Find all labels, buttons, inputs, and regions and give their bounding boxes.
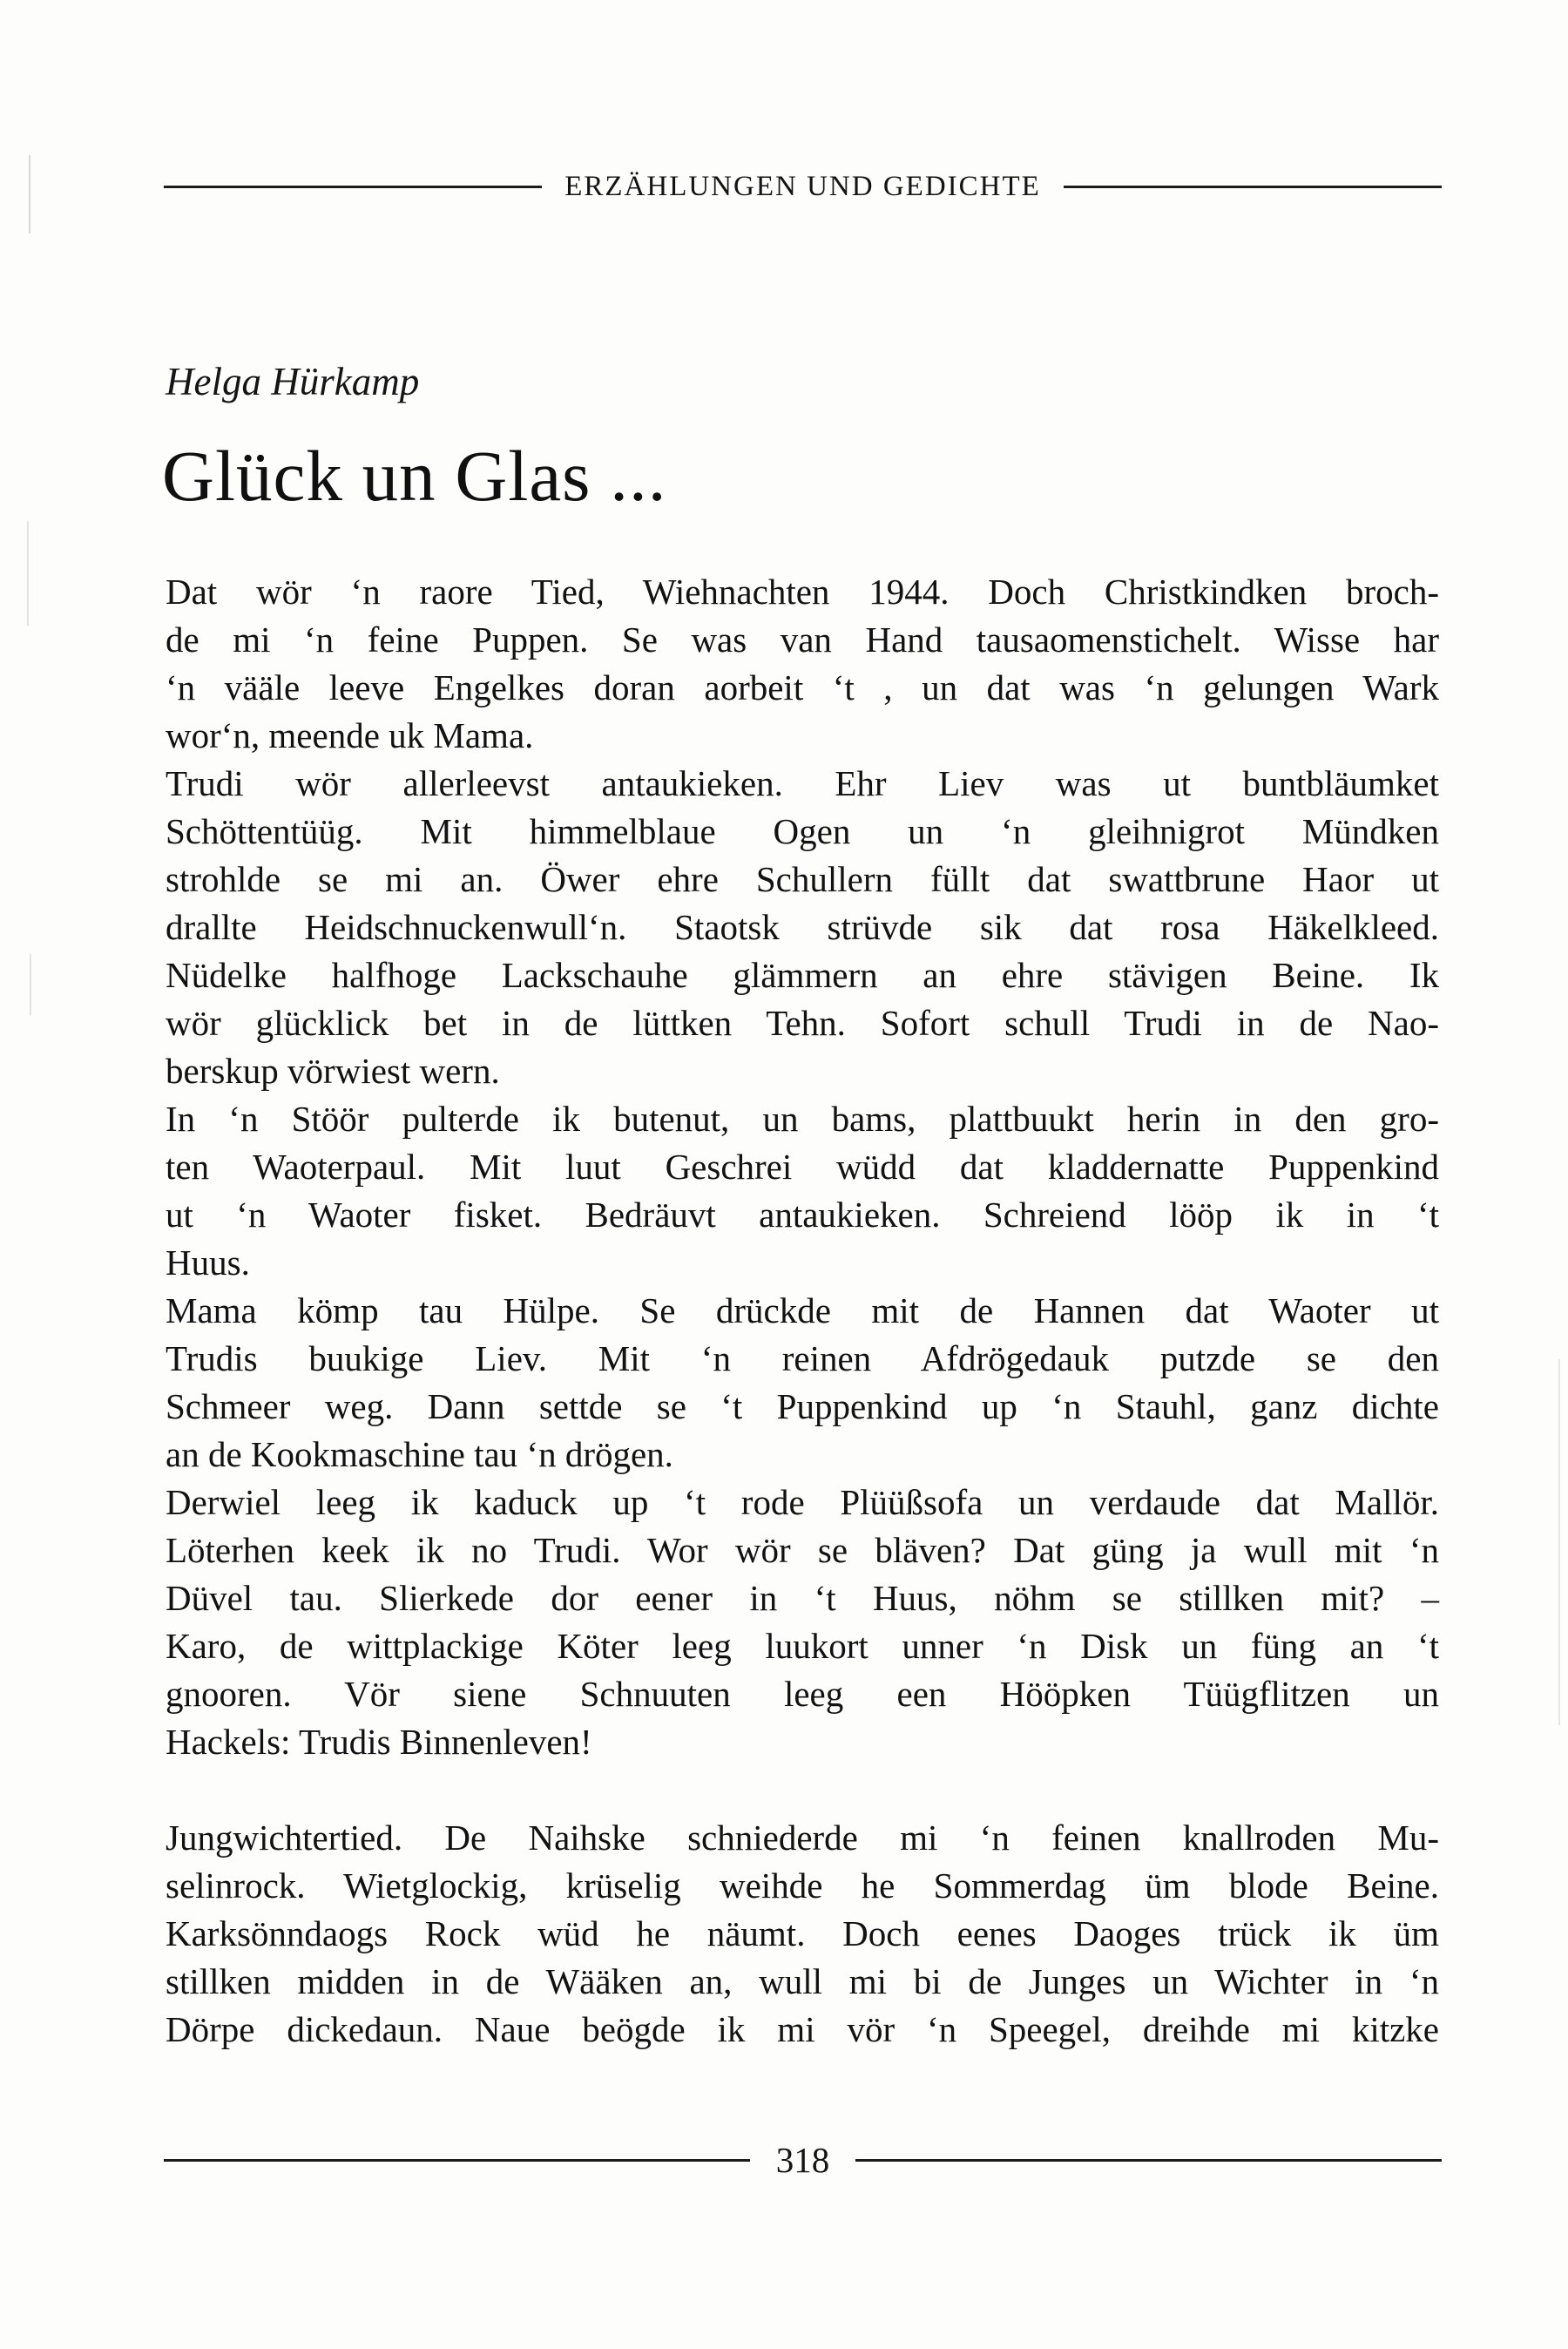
paragraph: [166, 568, 1439, 760]
text-line: Dat wör ‘n raore Tied, Wiehnachten 1944. Doch Christkindken broch-: [166, 572, 1439, 612]
scan-artifact: [27, 521, 29, 626]
paragraph: [166, 1095, 1439, 1287]
header-rule-right: [1064, 186, 1442, 188]
text-line: Hackels: Trudis Binnenleven!: [166, 1722, 592, 1762]
text-line: Karo, de wittplackige Köter leeg luukort unner ‘n Disk un füng an ‘t: [166, 1626, 1439, 1666]
text-line: berskup vörwiest wern.: [166, 1051, 500, 1091]
text-line: Trudi wör allerleevst antaukieken. Ehr Liev was ut buntbläumket: [166, 763, 1439, 803]
paragraph: [166, 1814, 1439, 2054]
text-line: In ‘n Stöör pulterde ik butenut, un bams, plattbuukt herin in den gro-: [166, 1099, 1439, 1139]
text-line: Löterhen keek ik no Trudi. Wor wör se bläven? Dat güng ja wull mit ‘n: [166, 1530, 1439, 1570]
text-line: Schöttentüüg. Mit himmelblaue Ogen un ‘n gleihnigrot Mündken: [166, 811, 1439, 851]
text-line: Dörpe dickedaun. Naue beögde ik mi vör ‘n Speegel, dreihde mi kitzke: [166, 2009, 1439, 2049]
text-line: Jungwichtertied. De Naihske schniederde mi ‘n feinen knallroden Mu-: [166, 1818, 1439, 1858]
footer-rule-right: [855, 2159, 1442, 2162]
paragraph: [166, 1287, 1439, 1479]
text-line: gnooren. Vör siene Schnuuten leeg een Hööpken Tüügflitzen un: [166, 1674, 1439, 1714]
text-line: selinrock. Wietglockig, krüselig weihde he Sommerdag üm blode Beine.: [166, 1865, 1439, 1906]
text-line: wör glücklick bet in de lüttken Tehn. Sofort schull Trudi in de Nao-: [166, 1003, 1439, 1043]
paragraph: [166, 760, 1439, 1095]
scan-artifact: [30, 954, 31, 1015]
text-line: ten Waoterpaul. Mit luut Geschrei wüdd dat kladdernatte Puppenkind: [166, 1147, 1439, 1187]
text-line: Karksönndaogs Rock wüd he näumt. Doch eenes Daoges trück ik üm: [166, 1913, 1439, 1953]
text-line: Schmeer weg. Dann settde se ‘t Puppenkind up ‘n Stauhl, ganz dichte: [166, 1386, 1439, 1426]
scan-artifact: [1558, 1359, 1560, 1725]
text-line: de mi ‘n feine Puppen. Se was van Hand tausaomenstichelt. Wisse har: [166, 619, 1439, 660]
text-line: stillken midden in de Wääken an, wull mi bi de Junges un Wichter in ‘n: [166, 1961, 1439, 2001]
story-title: Glück un Glas ...: [162, 436, 667, 516]
running-header: [164, 171, 1442, 203]
page-footer: [164, 2139, 1442, 2181]
text-line: an de Kookmaschine tau ‘n drögen.: [166, 1434, 673, 1474]
page-number: 318: [775, 2140, 830, 2180]
text-line: Mama kömp tau Hülpe. Se drückde mit de Hannen dat Waoter ut: [166, 1290, 1439, 1330]
text-line: drallte Heidschnuckenwull‘n. Staotsk strüvde sik dat rosa Häkelkleed.: [166, 907, 1439, 947]
text-line: strohlde se mi an. Öwer ehre Schullern füllt dat swattbrune Haor ut: [166, 859, 1439, 899]
text-line: ut ‘n Waoter fisket. Bedräuvt antaukieken. Schreiend lööp ik in ‘t: [166, 1195, 1439, 1235]
scan-artifact: [29, 155, 30, 234]
text-line: Düvel tau. Slierkede dor eener in ‘t Huus, nöhm se stillken mit? –: [166, 1578, 1439, 1618]
text-line: Nüdelke halfhoge Lackschauhe glämmern an ehre stävigen Beine. Ik: [166, 955, 1439, 995]
header-rule-left: [164, 186, 542, 188]
paragraph: [166, 1479, 1439, 1766]
text-line: ‘n vääle leeve Engelkes doran aorbeit ‘t , un dat was ‘n gelungen Wark: [166, 667, 1439, 707]
text-line: Huus.: [166, 1242, 250, 1283]
text-line: wor‘n, meende uk Mama.: [166, 715, 534, 755]
footer-rule-left: [164, 2159, 750, 2162]
story-body: [166, 568, 1439, 2054]
author-name: Helga Hürkamp: [166, 360, 420, 403]
text-line: Trudis buukige Liev. Mit ‘n reinen Afdrögedauk putzde se den: [166, 1338, 1439, 1378]
header-title: ERZÄHLUNGEN UND GEDICHTE: [564, 171, 1041, 202]
text-line: Derwiel leeg ik kaduck up ‘t rode Plüüßsofa un verdaude dat Mallör.: [166, 1482, 1439, 1522]
